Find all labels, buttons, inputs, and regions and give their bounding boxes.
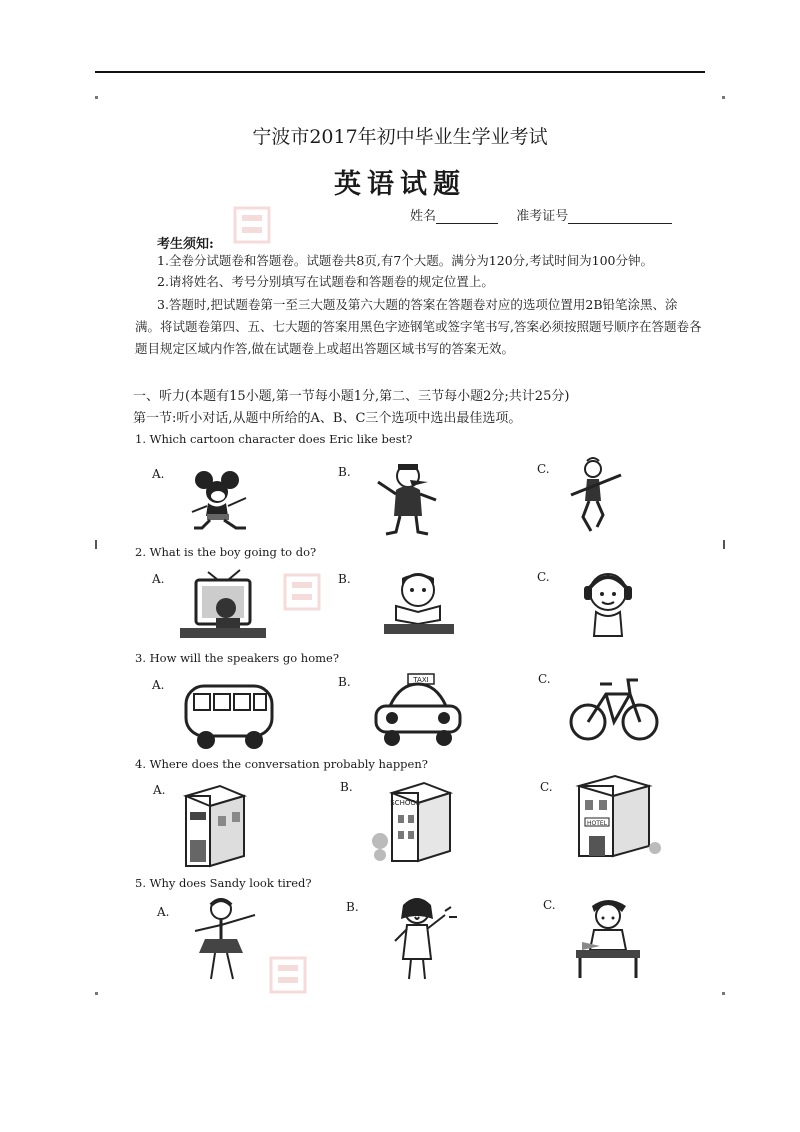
exam-subtitle: 英语试题 (334, 169, 466, 200)
question-5: 5. Why does Sandy look tired? (135, 876, 312, 890)
option-label[interactable]: B. (340, 780, 353, 794)
school-sign-text: SCHOOL (390, 799, 420, 807)
boy-watching-tv-icon[interactable] (178, 568, 268, 642)
girl-dancing-icon[interactable] (185, 895, 265, 987)
notice-item: 1.全卷分试题卷和答题卷。试题卷共8页,有7个大题。满分为120分,考试时间为100分钟。 (157, 253, 653, 268)
taxi-sign-text: TAXI (413, 676, 429, 684)
exam-title: 宁波市2017年初中毕业生学业考试 (252, 126, 548, 148)
part-instruction: 第一节:听小对话,从题中所给的A、B、C三个选项中选出最佳选项。 (133, 411, 522, 426)
top-rule (95, 71, 705, 73)
option-label[interactable]: B. (338, 675, 351, 689)
school-icon[interactable] (368, 775, 458, 867)
name-blank[interactable] (436, 223, 498, 224)
option-label[interactable]: C. (537, 570, 550, 584)
option-label[interactable]: B. (338, 572, 351, 586)
boy-headphones-icon[interactable] (568, 568, 644, 642)
option-label[interactable]: A. (152, 572, 165, 586)
watermark-stamp (268, 955, 308, 999)
notice-item: 2.请将姓名、考号分别填写在试题卷和答题卷的规定位置上。 (157, 274, 494, 289)
question-2: 2. What is the boy going to do? (135, 545, 317, 559)
question-1: 1. Which cartoon character does Eric like best? (135, 432, 413, 446)
option-label[interactable]: A. (152, 678, 165, 692)
option-label[interactable]: A. (153, 783, 166, 797)
option-label[interactable]: C. (543, 898, 556, 912)
monkey-king-icon[interactable] (565, 455, 625, 537)
corner-mark (95, 96, 98, 99)
hotel-sign-text: HOTEL (586, 820, 608, 827)
bookstore-icon[interactable] (180, 780, 250, 870)
exam-number-blank[interactable] (568, 223, 672, 224)
notice-item: 3.答题时,把试题卷第一至三大题及第六大题的答案在答题卷对应的选项位置用2B铅笔涂黑、涂满。将试题卷第四、五、七大题的答案用黑色字迹钢笔或签字笔书写,答案必须按照题号顺序在答题卷各题目规定区域内作答,做在试题卷上或超出答题区域书写的答案无效。 (135, 297, 702, 356)
name-label: 姓名 (410, 209, 437, 224)
edge-mark (723, 540, 725, 549)
boy-reading-icon[interactable] (378, 570, 460, 640)
watermark-stamp (232, 205, 272, 249)
girl-studying-icon[interactable] (570, 898, 646, 982)
exam-number-label: 准考证号 (516, 209, 569, 224)
bus-icon[interactable] (182, 680, 276, 752)
notice-title: 考生须知: (157, 237, 214, 252)
mickey-mouse-icon[interactable] (180, 470, 260, 532)
hotel-icon[interactable] (565, 772, 663, 864)
corner-mark (722, 992, 725, 995)
girl-singing-icon[interactable] (385, 893, 465, 985)
edge-mark (95, 540, 97, 549)
watermark-stamp (282, 572, 322, 616)
option-label[interactable]: C. (538, 672, 551, 686)
bicycle-icon[interactable] (568, 670, 660, 746)
corner-mark (95, 992, 98, 995)
question-3: 3. How will the speakers go home? (135, 651, 340, 665)
question-4: 4. Where does the conversation probably happen? (135, 757, 428, 771)
option-label[interactable]: B. (338, 465, 351, 479)
option-label[interactable]: C. (537, 462, 550, 476)
taxi-icon[interactable] (370, 670, 466, 750)
candidate-info-line (410, 205, 672, 224)
option-label[interactable]: A. (152, 467, 165, 481)
option-label[interactable]: A. (157, 905, 170, 919)
option-label[interactable]: B. (346, 900, 359, 914)
section-heading: 一、听力(本题有15小题,第一节每小题1分,第二、三节每小题2分;共计25分) (133, 389, 570, 404)
option-label[interactable]: C. (540, 780, 553, 794)
donald-duck-icon[interactable] (370, 460, 440, 538)
corner-mark (722, 96, 725, 99)
